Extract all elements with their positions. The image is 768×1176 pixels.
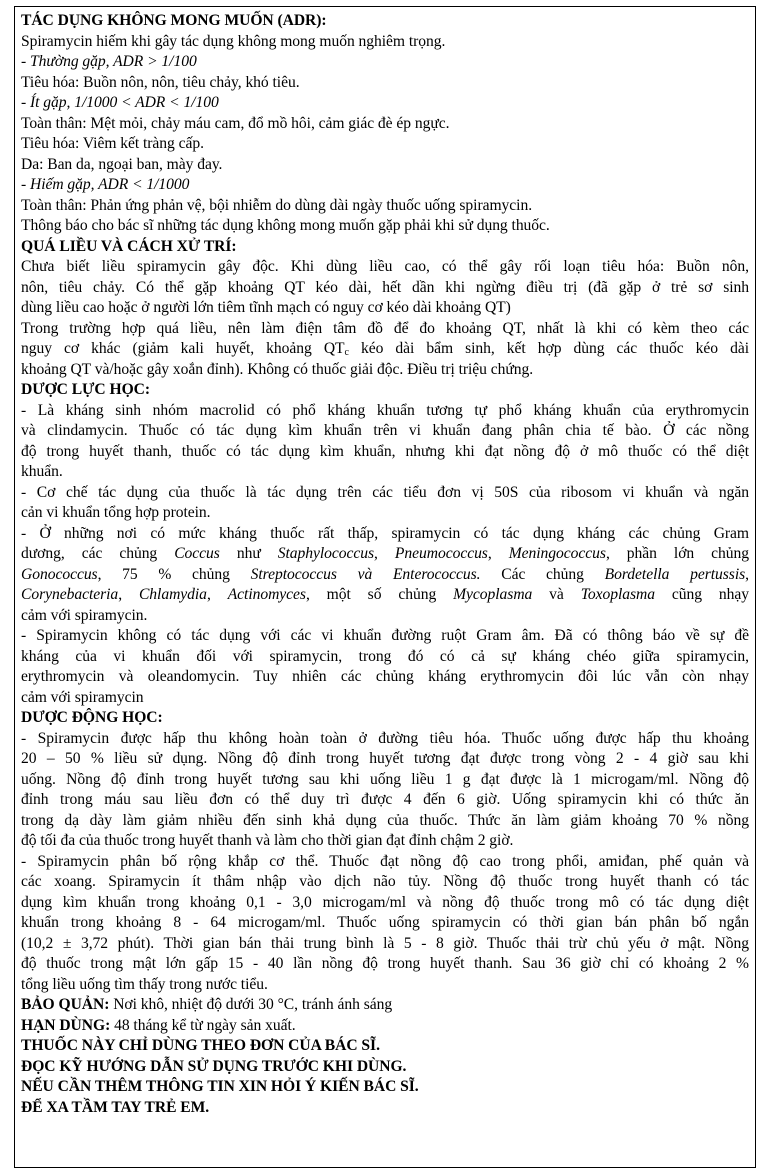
- text-run: ,: [487, 545, 509, 562]
- pk-line: - Spiramycin phân bố rộng khắp cơ thể. Thuốc đạt nồng độ cao trong phổi, amiđan, phế quản và: [21, 852, 749, 870]
- subscript-c: c: [344, 347, 349, 358]
- text-run: dương, các chủng: [21, 545, 175, 562]
- warning-read-instructions: ĐỌC KỸ HƯỚNG DẪN SỬ DỤNG TRƯỚC KHI DÙNG.: [21, 1057, 407, 1075]
- organism-name: Meningococcus: [508, 545, 606, 562]
- pk-line: độ thuốc trong mật lớn gấp 15 - 40 lần nồng độ trong huyết thanh. Sau 36 giờ chỉ có khoảng 2 %: [21, 955, 749, 972]
- pharmacokinetics-heading: DƯỢC ĐỘNG HỌC:: [21, 709, 163, 726]
- pk-line: khuẩn trong khoảng 8 - 64 microgam/ml. Thuốc uống spiramycin có thời gian bán phân bố ngắn: [21, 914, 749, 931]
- adr-uncommon-label: - Ít gặp, 1/1000 < ADR < 1/100: [21, 94, 219, 111]
- pd-line: - Ở những nơi có mức kháng thuốc rất thấp, spiramycin có tác dụng kháng các chủng Gram: [21, 524, 749, 542]
- leaflet-page: [14, 6, 756, 1168]
- pk-line: dụng kìm khuẩn trong khoảng 0,1 - 3,0 microgam/ml và nồng độ thuốc trong mô có tác dụng diệt: [21, 893, 749, 911]
- overdose-line: [21, 339, 749, 360]
- overdose-heading: QUÁ LIỀU VÀ CÁCH XỬ TRÍ:: [21, 237, 237, 255]
- pk-line: độ tối đa của thuốc trong huyết thanh và làm cho thời gian đạt đỉnh chậm 2 giờ.: [21, 832, 514, 849]
- expiry-line: [21, 1016, 749, 1037]
- expiry-label: HẠN DÙNG:: [21, 1016, 111, 1034]
- organism-name: Actinomyces: [227, 586, 306, 603]
- organism-name: Toxoplasma: [580, 586, 655, 603]
- pd-line: [21, 585, 749, 606]
- adr-rare-label: - Hiếm gặp, ADR < 1/1000: [21, 176, 190, 193]
- pd-line: [21, 565, 749, 586]
- text-run: , một số chủng: [305, 586, 454, 603]
- text-run: cũng nhạy: [655, 586, 750, 603]
- pd-line: erythromycin và oleandomycin. Tuy nhiên các chủng kháng erythromycin đôi lúc vẫn còn nhạy: [21, 668, 749, 685]
- storage-line: [21, 995, 749, 1016]
- text-run: như: [219, 545, 278, 562]
- text-run: nguy cơ khác (giảm kali huyết, khoảng QT: [21, 340, 345, 357]
- pd-line: độ trong huyết thanh, thuốc có tác dụng kìm khuẩn, nhưng khi đạt nồng độ ở mô thuốc có thể diệt: [21, 442, 749, 460]
- text-run: ,: [118, 586, 139, 603]
- pk-line: uống. Nồng độ đỉnh trong huyết tương sau khi uống liều 1 g đạt được là 1 microgam/ml. Nồng độ: [21, 770, 749, 788]
- overdose-line: nôn, tiêu chảy. Có thể gặp khoảng QT kéo dài, hết dần khi ngừng điều trị (đã gặp ở trẻ sơ sinh: [21, 278, 749, 296]
- text-run: ,: [745, 565, 749, 583]
- adr-rare-item: Toàn thân: Phản ứng phản vệ, bội nhiễm do dùng dài ngày thuốc uống spiramycin.: [21, 196, 533, 214]
- storage-text: Nơi khô, nhiệt độ dưới 30 °C, tránh ánh sáng: [109, 996, 393, 1013]
- adr-notice: Thông báo cho bác sĩ những tác dụng không mong muốn gặp phải khi sử dụng thuốc.: [21, 217, 550, 234]
- organism-name: Pneumococcus: [394, 545, 488, 562]
- warning-keep-away-children: ĐỂ XA TẦM TAY TRẺ EM.: [21, 1098, 210, 1116]
- pk-line: tổng liều uống tìm thấy trong nước tiểu.: [21, 975, 268, 993]
- adr-intro: Spiramycin hiếm khi gây tác dụng không mong muốn nghiêm trọng.: [21, 32, 446, 50]
- text-run: và: [532, 586, 581, 603]
- organism-name: Corynebacteria: [21, 586, 119, 603]
- organism-name: Staphylococcus: [277, 545, 375, 562]
- pd-line: - Cơ chế tác dụng của thuốc là tác dụng trên các tiểu đơn vị 50S của ribosom vi khuẩn và ngăn: [21, 483, 749, 501]
- pd-line: và clindamycin. Thuốc có tác dụng kìm khuẩn trên vi khuẩn đang phân chia tế bào. Ở các nồng: [21, 422, 749, 439]
- pd-line: - Spiramycin không có tác dụng với các vi khuẩn đường ruột Gram âm. Đã có thông báo về sự đề: [21, 627, 749, 644]
- pd-line: [21, 544, 749, 565]
- overdose-line: dùng liều cao hoặc ở người lớn tiêm tĩnh mạch có nguy cơ kéo dài khoảng QT): [21, 299, 511, 316]
- organism-name: Gonococcus: [21, 565, 98, 583]
- pk-line: các xoang. Spiramycin ít thâm nhập vào dịch não tủy. Nồng độ thuốc trong huyết thanh có tác: [21, 873, 749, 890]
- text-run: ,: [374, 545, 395, 562]
- overdose-line: khoảng QT và/hoặc gây xoắn đỉnh). Không có thuốc giải độc. Điều trị triệu chứng.: [21, 360, 534, 378]
- warning-prescription: THUỐC NÀY CHỈ DÙNG THEO ĐƠN CỦA BÁC SĨ.: [21, 1037, 380, 1054]
- text-run: ,: [206, 586, 228, 603]
- warning-ask-doctor: NẾU CẦN THÊM THÔNG TIN XIN HỎI Ý KIẾN BÁC SĨ.: [21, 1078, 419, 1095]
- expiry-text: 48 tháng kể từ ngày sản xuất.: [110, 1016, 296, 1034]
- pd-line: khuẩn.: [21, 463, 63, 480]
- organism-name: Bordetella pertussis: [604, 565, 746, 583]
- pk-line: đỉnh trong máu sau liều đơn có thể duy trì được 4 đến 6 giờ. Uống spiramycin khi có thức ăn: [21, 791, 749, 808]
- pk-line: trong dạ dày làm giảm nhiều đến sinh khả dụng của thuốc. Thức ăn làm giảm khoảng 70 % nồng: [21, 811, 749, 829]
- adr-uncommon-item-1: Toàn thân: Mệt mỏi, chảy máu cam, đổ mồ hôi, cảm giác đè ép ngực.: [21, 114, 450, 132]
- text-run: Các chủng: [480, 565, 605, 583]
- pharmacodynamics-heading: DƯỢC LỰC HỌC:: [21, 381, 150, 398]
- organism-name: Chlamydia: [138, 586, 207, 603]
- storage-label: BẢO QUẢN:: [21, 996, 110, 1013]
- pd-line: cảm với spiramycin: [21, 688, 144, 706]
- pk-line: (10,2 ± 3,72 phút). Thời gian bán thải trung bình là 5 - 8 giờ. Thuốc thải trừ chủ yếu ở mật. Nồng: [21, 934, 749, 952]
- adr-common-item: Tiêu hóa: Buồn nôn, nôn, tiêu chảy, khó tiêu.: [21, 73, 300, 91]
- adr-uncommon-item-2: Tiêu hóa: Viêm kết tràng cấp.: [21, 135, 204, 152]
- organism-name: Streptococcus và Enterococcus.: [250, 565, 481, 583]
- pk-line: 20 – 50 % liều sử dụng. Nồng độ đỉnh trong huyết tương đạt được trong vòng 2 - 4 giờ sau khi: [21, 750, 749, 767]
- text-run: , 75 % chủng: [97, 565, 251, 583]
- pd-line: - Là kháng sinh nhóm macrolid có phổ kháng khuẩn tương tự phổ kháng khuẩn của erythromycin: [21, 401, 749, 419]
- overdose-line: Trong trường hợp quá liều, nên làm điện tâm đồ để đo khoảng QT, nhất là khi có kèm theo các: [21, 319, 749, 337]
- pd-line: cản vi khuẩn tổng hợp protein.: [21, 504, 211, 521]
- text-run: , phần lớn chủng: [605, 545, 750, 562]
- pk-line: - Spiramycin được hấp thu không hoàn toàn ở đường tiêu hóa. Thuốc uống được hấp thu khoảng: [21, 729, 749, 747]
- adr-uncommon-item-3: Da: Ban da, ngoại ban, mày đay.: [21, 155, 223, 173]
- organism-name: Mycoplasma: [453, 586, 533, 603]
- pd-line: cảm với spiramycin.: [21, 606, 148, 624]
- adr-common-label: - Thường gặp, ADR > 1/100: [21, 53, 197, 70]
- adr-heading: TÁC DỤNG KHÔNG MONG MUỐN (ADR):: [21, 12, 327, 29]
- overdose-line: Chưa biết liều spiramycin gây độc. Khi dùng liều cao, có thể gây rối loạn tiêu hóa: Buồn nôn,: [21, 258, 749, 275]
- pd-line: kháng của vi khuẩn đối với spiramycin, trong đó có cả sự kháng chéo giữa spiramycin,: [21, 647, 749, 665]
- text-run: kéo dài bẩm sinh, kết hợp dùng các thuốc kéo dài: [348, 340, 749, 357]
- organism-name: Coccus: [174, 545, 220, 562]
